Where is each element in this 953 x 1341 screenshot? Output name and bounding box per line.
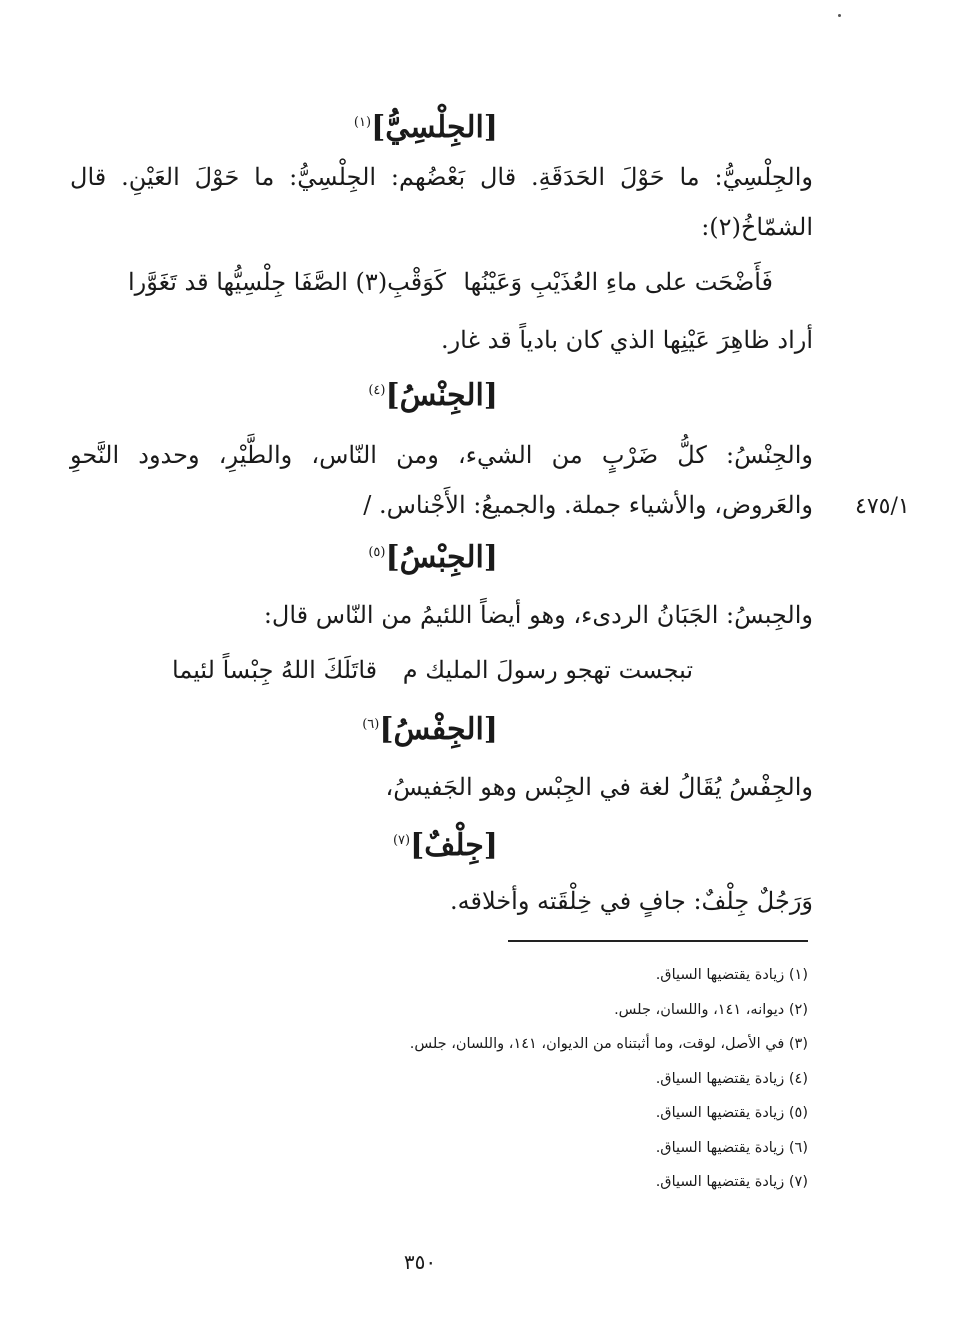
scan-speck (838, 14, 841, 17)
verse-hemistich-left: كَوَقْبِ(٣) الصَّفَا جِلْسِيُّها قد تَغَوَّرا (128, 268, 447, 296)
footnote: (٤) زيادة يقتضيها السياق. (655, 1070, 808, 1087)
entry-heading-text: [جِلْفٌ] (410, 828, 498, 863)
footnote-ref: (٥) (368, 545, 386, 560)
margin-page-reference: ٤٧٥/١ (855, 494, 910, 519)
footnote: (٥) زيادة يقتضيها السياق. (655, 1105, 808, 1121)
body-line: وَرَجُلٌ جِلْفٌ: جافٍ في خِلْقَته وأخلاقه. (450, 887, 813, 915)
footnote-separator (508, 940, 808, 942)
entry-heading (362, 712, 498, 748)
body-line: الشمّاخُ(٢): (701, 213, 813, 241)
body-line: والجِبسُ: الجَبَانُ الردىء، وهو أيضاً اللئيمُ من النّاس قال: (263, 601, 813, 629)
footnote-ref: (٦) (362, 717, 380, 732)
footnote-ref: (١) (353, 115, 372, 130)
footnote: (٧) زيادة يقتضيها السياق. (655, 1174, 808, 1190)
footnotes (410, 958, 808, 1200)
footnote: (٢) ديوانه، ١٤١، واللسان، جلس. (614, 1001, 808, 1018)
entry-heading (354, 110, 498, 146)
body-line: أراد ظاهِرَ عَيْنِها الذي كان بادياً قد غار. (440, 326, 813, 354)
body-line: والعَروض، والأشياء جملة. والجميعُ: الأَجْناس. / (363, 491, 813, 519)
body-line: والجِنْسُ: كلُّ ضَرْبٍ من الشيء، ومن النّاس، والطَّيْرِ، وحدود النَّحوِ (70, 441, 813, 469)
footnote: (٣) في الأصل، لوقت، وما أثبتناه من الديوان، ١٤١، واللسان، جلس. (409, 1036, 808, 1052)
entry-heading (393, 828, 498, 864)
footnote: (١) زيادة يقتضيها السياق. (655, 967, 808, 983)
entry-heading-text: [الجِنْسُ] (385, 378, 498, 413)
verse-hemistich-right: تبجست تهجو رسولَ المليك م (402, 656, 693, 684)
entry-heading (368, 378, 498, 414)
footnote: (٦) زيادة يقتضيها السياق. (655, 1139, 808, 1156)
entry-heading-text: [الجِبْسُ] (385, 540, 498, 575)
verse-hemistich-right: فَأَضْحَت على ماءِ العُذَيْبِ وَعَيْنُها (463, 268, 773, 296)
entry-heading-text: [الجِلْسِيُّ] (371, 110, 498, 145)
page-number: ٣٥٠ (403, 1250, 437, 1274)
footnote-ref: (٧) (392, 833, 411, 848)
entry-heading (368, 540, 498, 576)
footnote-ref: (٤) (368, 383, 386, 398)
entry-heading-text: [الجِفْسُ] (379, 712, 498, 747)
body-line: والجِلْسِيُّ: ما حَوْلَ الحَدَقَةِ. قال بَعْضُهم: الجِلْسِيُّ: ما حَوْلَ العَيْنِ. قال (70, 163, 813, 191)
body-line: والجِفْسُ يُقَالُ لغة في الجِبْس وهو الجَفيسُ، (385, 773, 813, 801)
verse-hemistich-left: قاتَلَكَ اللهُ جِبْساً لئيما (172, 656, 378, 684)
